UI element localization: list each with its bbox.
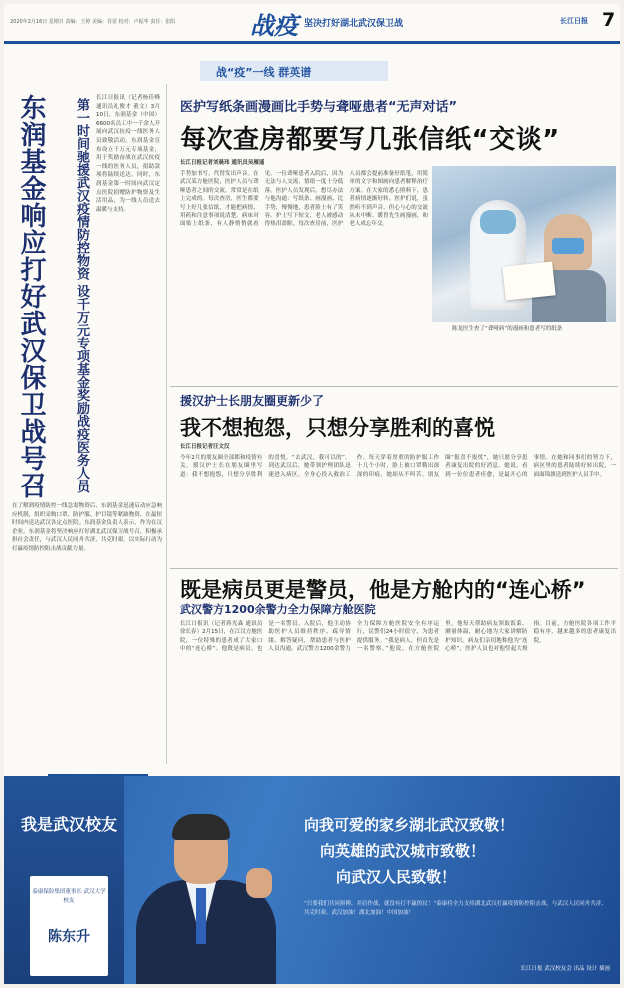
article3-title: 既是病员更是警员，他是方舱内的“连心桥” [180, 578, 586, 602]
advert-slogan: 向英雄的武汉城市致敬！ [320, 842, 486, 860]
masthead [4, 4, 620, 44]
article-divider [170, 386, 618, 387]
raised-fist [246, 868, 272, 898]
left-story-body-bottom: 在了解到疫情防控一线急需物资后，东润基金迅速启动应急响应机制，组织采购口罩、防护服、护目镜等紧缺物资，在最短时间内送达武汉各定点医院。东润基金负责人表示，作为在汉企业，东润基金将坚决响应打好湖北武汉保卫战号召，积极承担社会责任，与武汉人民同舟共济、共克时艰，以实际行动为打赢疫情防控阻击战贡献力量。 [12, 503, 162, 552]
section-banner [200, 61, 388, 81]
article1-kicker: 医护写纸条画漫画比手势与聋哑患者“无声对话” [180, 100, 458, 115]
section-label: 战“疫”一线 群英谱 [216, 66, 312, 79]
article1-title: 每次查房都要写几张信纸“交谈” [180, 125, 560, 155]
article3-subtitle: 武汉警方1200余警力全力保障方舱医院 [180, 603, 376, 616]
article-divider [170, 568, 618, 569]
article1-photo [432, 166, 616, 322]
advert-slogan: 向武汉人民致敬！ [336, 868, 457, 886]
left-story-subheadline: 第一时间驰援武汉疫情防控物资 设千万元专项基金奖励战疫医务人员 [74, 98, 89, 493]
left-story-body-top: 长江日报讯（记者杨佳峰 通讯员礼俊才 董文）3月10日，东润基金（中国）6600名员工中一千余人开展向武汉抗疫一线医务人员致敬活动。东润基金宣布设立千万元专项基金，用于奖励奋战在武汉抗疫一线的医务人员，捐助款项将陆续送达。同时，东润基金第一时间向武汉定点医院捐赠防护物资及生活用品，为一线人员送去温暖与支持。 [96, 95, 160, 213]
alumni-advert [4, 776, 620, 984]
article3-body: 长江日报讯（记者蒋光森 通讯员徐长春）2月15日，在江汉方舱医院，一位特殊的患者成了大家口中的“连心桥”。他既是病员，也是一名警员。入院后，他主动协助医护人员维持秩序、疏导情绪、解答疑问，帮助患者与医护人员沟通。武汉警方1200余警力全力保障方舱医院安全有序运行，民警们24小时值守，为患者提供服务。“我是病人，但首先是一名警察。”他说，在方舱医院里，他每天帮助病友领取饭菜、测量体温，耐心地为大家讲解防护知识。病友们亲切地称他为“连心桥”，医护人员也对他竖起大拇指。目前，方舱医院各项工作平稳有序，越来越多的患者康复出院。 [180, 621, 616, 653]
patient-mask [552, 238, 584, 254]
article2-body: 今年2月的朋友圈全部都和疫情有关。援汉护士长在朋友圈里写道：我不想抱怨，只想分享胜利的喜悦。“去武汉，我可以的”。到达武汉后，她带领护理团队迅速进入病区，全身心投入救治工作。每天穿着厚重的防护服工作十几个小时，脸上被口罩勒出深深的印痕，她却从不叫苦。朋友圈“报喜不报忧”，她只愿分享患者康复出院的好消息。她说，看到一位位患者痊愈，是最开心的事情。在她和同事们的努力下，病区里的患者陆续好转出院，一面面锦旗送到医护人员手中。 [180, 455, 616, 478]
advert-text: “只要我们共同拼搏、并肩作战，就没有打不赢的仗！”泰康将全力支持湖北武汉打赢疫情防控阻击战，与武汉人民同舟共济、共克时艰。武汉加油！湖北加油！中国加油！ [304, 901, 607, 916]
article1-byline: 长江日报记者刘晨玮 通讯员吴雁遥 [180, 160, 265, 166]
left-story-headline: 东润基金响应打好武汉保卫战号召 [16, 94, 46, 499]
article2-kicker: 援汉护士长朋友圈更新少了 [180, 394, 325, 408]
advert-headline: 我是武汉校友 [20, 815, 117, 834]
newspaper-page [4, 4, 620, 984]
portrait-figure [130, 806, 280, 984]
article1-photo-caption: 陈龙医生查了“聋哑病”的漫画和患者写的纸条 [452, 326, 563, 332]
issue-meta: 2020年2月16日 星期日 责编：王婷 美编：肖雷 校对：卢振华 责任：张阳 [10, 19, 176, 25]
section-logo: 战疫 [250, 11, 298, 40]
article2-title: 我不想抱怨，只想分享胜利的喜悦 [180, 416, 495, 440]
portrait-tie [196, 888, 206, 944]
advert-footer: 长江日报 武汉校友会 出品 设计 插画 [520, 966, 610, 972]
note-paper [502, 261, 555, 300]
left-story [4, 48, 164, 748]
column-divider [166, 84, 167, 764]
medic-visor [480, 210, 516, 234]
advert-slogan: 向我可爱的家乡湖北武汉致敬！ [304, 816, 515, 834]
advert-role: 泰康保险集团董事长 武汉大学校友 [32, 889, 106, 904]
paper-name: 长江日报 [560, 17, 588, 25]
masthead-slogan: 坚决打好湖北武汉保卫战 [304, 19, 404, 29]
page-number: 7 [602, 9, 616, 31]
advert-name: 陈东升 [48, 929, 90, 945]
portrait-hair [172, 814, 230, 840]
article2-byline: 长江日报记者汪文汉 [180, 444, 230, 450]
advert-slogans [304, 812, 614, 890]
article1-body: 手势加书写，代替发出声音。在武汉某方舱医院，医护人员与聋哑患者之间的交流，常常是在纸上完成的。每次查房，医生都要写上好几张信纸，才能把病情、用药和注意事项说清楚。病床对面贴上纸条，有人静悄悄就看见。一位聋哑患者入院后，因为无法与人交流，情绪一度十分低落。医护人员发现后，想尽办法与他沟通：写纸条、画漫画、比手势，慢慢地，患者脸上有了笑容。护士写下短文，老人被感动得热泪盈眶。每次查房前，医护人员都会提前准备好纸笔，用简单的文字和图画向患者解释治疗方案。在大家的悉心照料下，患者病情逐渐好转。医护们说，虽然听不到声音，但心与心的交流从未中断。暖胃先生画漫画，和老人成忘年交。 [180, 171, 428, 228]
